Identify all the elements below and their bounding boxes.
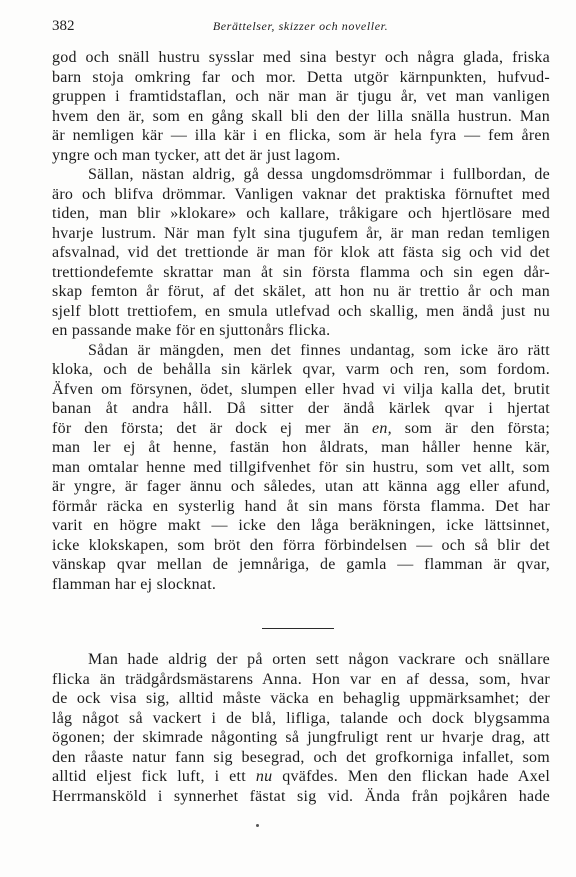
text-line: god och snäll hustru sysslar med sina bestyr och några glada, friska	[52, 49, 550, 66]
text-line: trettiondefemte skrattar man åt sin första flamma och sin egen dår-	[52, 263, 550, 281]
text-line: man ler ej åt henne, fastän hon åldrats, man håller henne kär,	[52, 439, 550, 456]
text-line: gruppen i framtidstaflan, och när man är tjugu år, vet man vanligen	[52, 88, 550, 105]
text-line: Sådan är mängden, men det finnes undantag, som icke äro rätt	[88, 341, 550, 359]
text-line: den råaste natur fann sig besegrad, och det grofkorniga infallet, som	[52, 748, 550, 766]
text-line: flamman har ej slocknat.	[52, 575, 217, 593]
text-line: flicka än trädgårdsmästarens Anna. Hon var en af dessa, som, hvar	[52, 670, 550, 688]
text-line: de ock visa sig, alltid måste väcka en behaglig uppmärksamhet; der	[52, 690, 550, 707]
text-line: varit en högre makt — icke den låga beräkningen, icke lättsinnet,	[52, 517, 550, 534]
text-line: är yngre, är fager ännu och således, utan att känna agg eller afund,	[52, 478, 550, 495]
text-segment: qväfdes. Men den flickan hade Axel	[282, 768, 551, 785]
text-line: är nemligen kär — illa kär i en flicka, som är hela fyra — fem åren	[52, 127, 550, 144]
page-header	[52, 18, 549, 38]
emphasized-word: en,	[372, 419, 392, 437]
text-line: man omtalar henne med tillgifvenhet för sin hustru, som vet allt, som	[52, 458, 550, 476]
page-number: 382	[52, 18, 75, 34]
paragraph-2	[52, 165, 550, 341]
text-line: Man hade aldrig der på orten sett någon vackrare och snällare	[88, 651, 550, 668]
text-line: vänskap qvar mellan de jemnåriga, de gamla — flamman är qvar,	[52, 556, 550, 573]
text-segment: för den första; det är dock ej mer än	[52, 419, 360, 437]
text-line: barn stoja omkring far och mor. Detta utgör kärnpunkten, hufvud-	[52, 68, 550, 86]
section-divider	[262, 628, 334, 629]
text-line: kloka, och de behålla sin kärlek qvar, varm och ren, som fordom.	[52, 361, 550, 378]
text-line: äro och blifva drömmar. Vanligen vaknar det praktiska förnuftet med	[52, 185, 550, 203]
section-one	[52, 48, 550, 594]
paragraph-4	[52, 650, 550, 806]
text-segment: alltid eljest fick luft, i ett	[52, 768, 246, 785]
text-line: Sällan, nästan aldrig, gå dessa ungdomsdrömmar i fullbordan, de	[88, 166, 550, 183]
text-line: tiden, man blir »klokare» och kallare, tråkigare och hjertlösare med	[52, 205, 550, 222]
section-two	[52, 650, 550, 806]
text-line-with-emphasis	[52, 767, 550, 787]
paragraph-1	[52, 48, 550, 165]
text-segment: som är den första;	[404, 419, 551, 437]
text-line: låg något så vackert i de blå, lifliga, talande och dock blygsamma	[52, 709, 550, 727]
text-line: förmår räcka en systerlig hand åt sin mans första flamma. Det har	[52, 497, 550, 515]
text-line: icke klokskapen, som bröt den förra förbindelsen — och så blir det	[52, 536, 550, 554]
text-line: banan åt andra håll. Då sitter der ändå kärlek qvar i hjertat	[52, 400, 550, 417]
text-line: en passande make för en sjuttonårs flicka.	[52, 322, 331, 339]
print-speck	[256, 824, 259, 827]
text-line: afsvalnad, vid det trettionde är man för klok att fästa sig och vid det	[52, 244, 550, 261]
text-line: hvem den är, som en gång skall bli den der lilla snälla hustrun. Man	[52, 107, 550, 125]
text-line: ögonen; der skimrade någonting så jungfruligt rent ur hvarje drag, att	[52, 729, 550, 746]
running-title: Berättelser, skizzer och noveller.	[212, 19, 389, 33]
text-line: Herrmansköld i synnerhet fästat sig vid. Ända från pojkåren hade	[52, 787, 550, 805]
text-line: yngre och man tycker, att det är just lagom.	[52, 146, 341, 164]
paragraph-3	[52, 341, 550, 595]
text-line-with-emphasis	[52, 419, 550, 439]
text-line: hvarje lustrum. När man fylt sina tjugufem år, är man redan temligen	[52, 224, 550, 242]
text-line: sjelf blott trettiofem, en smula utlefvad och skallig, men ändå just nu	[52, 302, 550, 320]
text-line: Äfven om försynen, ödet, slumpen eller hvad vi vilja kalla det, brutit	[52, 380, 550, 398]
text-line: skap femton år förut, af det skälet, att hon nu är trettio år och man	[52, 283, 550, 300]
emphasized-word: nu	[255, 768, 273, 785]
